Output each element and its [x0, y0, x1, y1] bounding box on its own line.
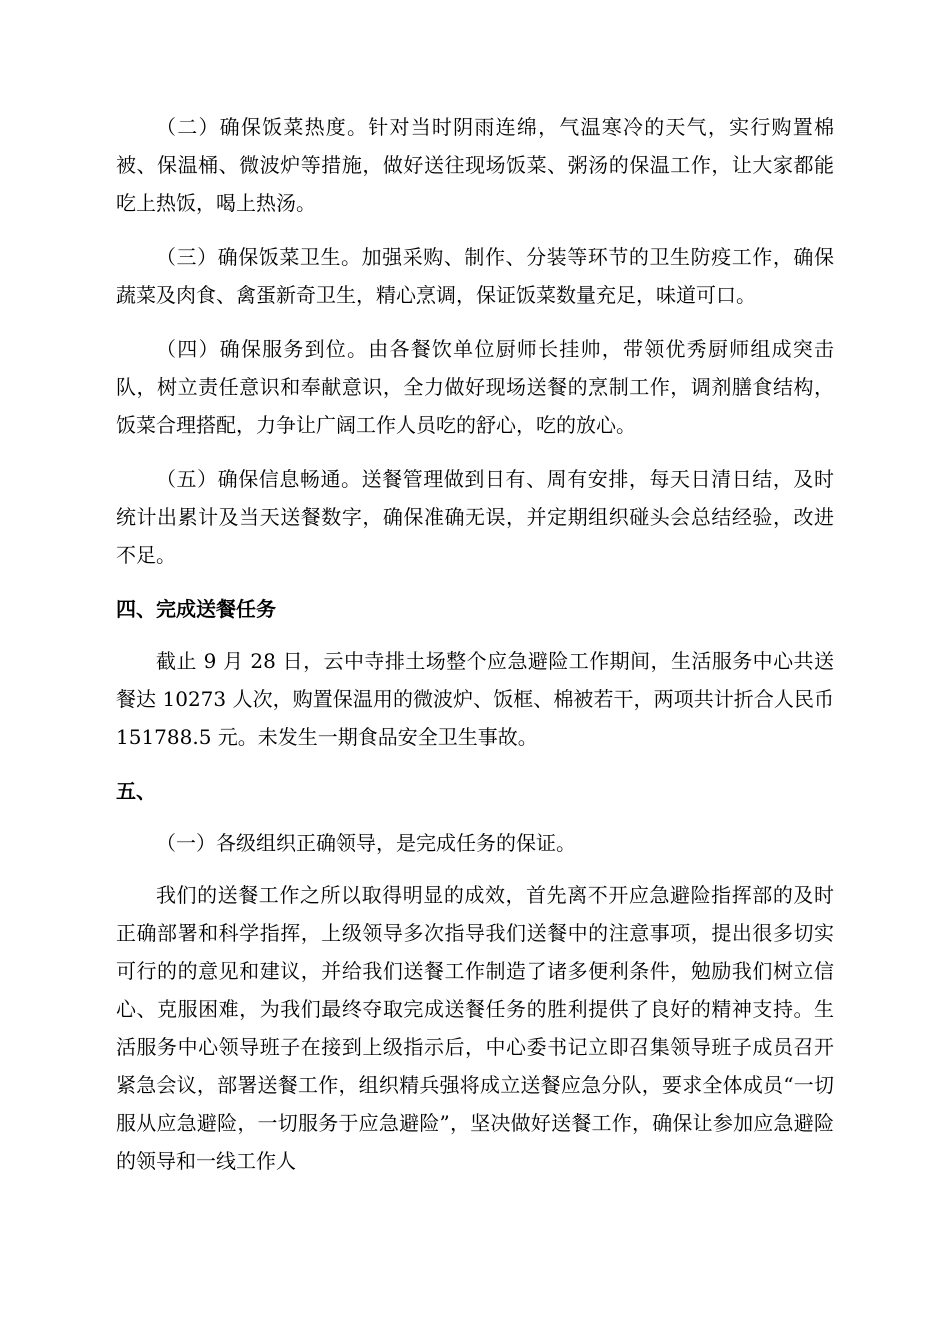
section-4-heading: 四、完成送餐任务 [116, 597, 276, 621]
section-5-heading: 五、 [116, 779, 156, 803]
section-5-subheading: （一）各级组织正确领导，是完成任务的保证。 [156, 831, 576, 855]
paragraph-food-hygiene: （三）确保饭菜卫生。加强采购、制作、分装等环节的卫生防疫工作，确保蔬菜及肉食、禽蛋新奇卫生，精心烹调，保证饭菜数量充足，味道可口。 [116, 245, 834, 307]
paragraph-food-heat: （二）确保饭菜热度。针对当时阴雨连绵，气温寒冷的天气，实行购置棉被、保温桶、微波炉等措施，做好送往现场饭菜、粥汤的保温工作，让大家都能吃上热饭，喝上热汤。 [116, 115, 834, 215]
section-4-body: 截止 9 月 28 日，云中寺排土场整个应急避险工作期间，生活服务中心共送餐达 10273 人次，购置保温用的微波炉、饭框、棉被若干，两项共计折合人民币 151788.5 元。未发生一期食品安全卫生事故。 [116, 649, 834, 749]
document-page [116, 108, 834, 1180]
paragraph-information: （五）确保信息畅通。送餐管理做到日有、周有安排，每天日清日结，及时统计出累计及当天送餐数字，确保准确无误，并定期组织碰头会总结经验，改进不足。 [116, 467, 834, 567]
section-5-body: 我们的送餐工作之所以取得明显的成效，首先离不开应急避险指挥部的及时正确部署和科学指挥，上级领导多次指导我们送餐中的注意事项，提出很多切实可行的的意见和建议，并给我们送餐工作制造了诸多便利条件，勉励我们树立信心、克服困难，为我们最终夺取完成送餐任务的胜利提供了良好的精神支持。生活服务中心领导班子在接到上级指示后，中心委书记立即召集领导班子成员召开紧急会议，部署送餐工作，组织精兵强将成立送餐应急分队，要求全体成员“一切服从应急避险，一切服务于应急避险”，坚决做好送餐工作，确保让参加应急避险的领导和一线工作人 [116, 883, 834, 1173]
paragraph-service: （四）确保服务到位。由各餐饮单位厨师长挂帅，带领优秀厨师组成突击队，树立责任意识和奉献意识，全力做好现场送餐的烹制工作，调剂膳食结构，饭菜合理搭配，力争让广阔工作人员吃的舒心，吃的放心。 [116, 337, 834, 437]
